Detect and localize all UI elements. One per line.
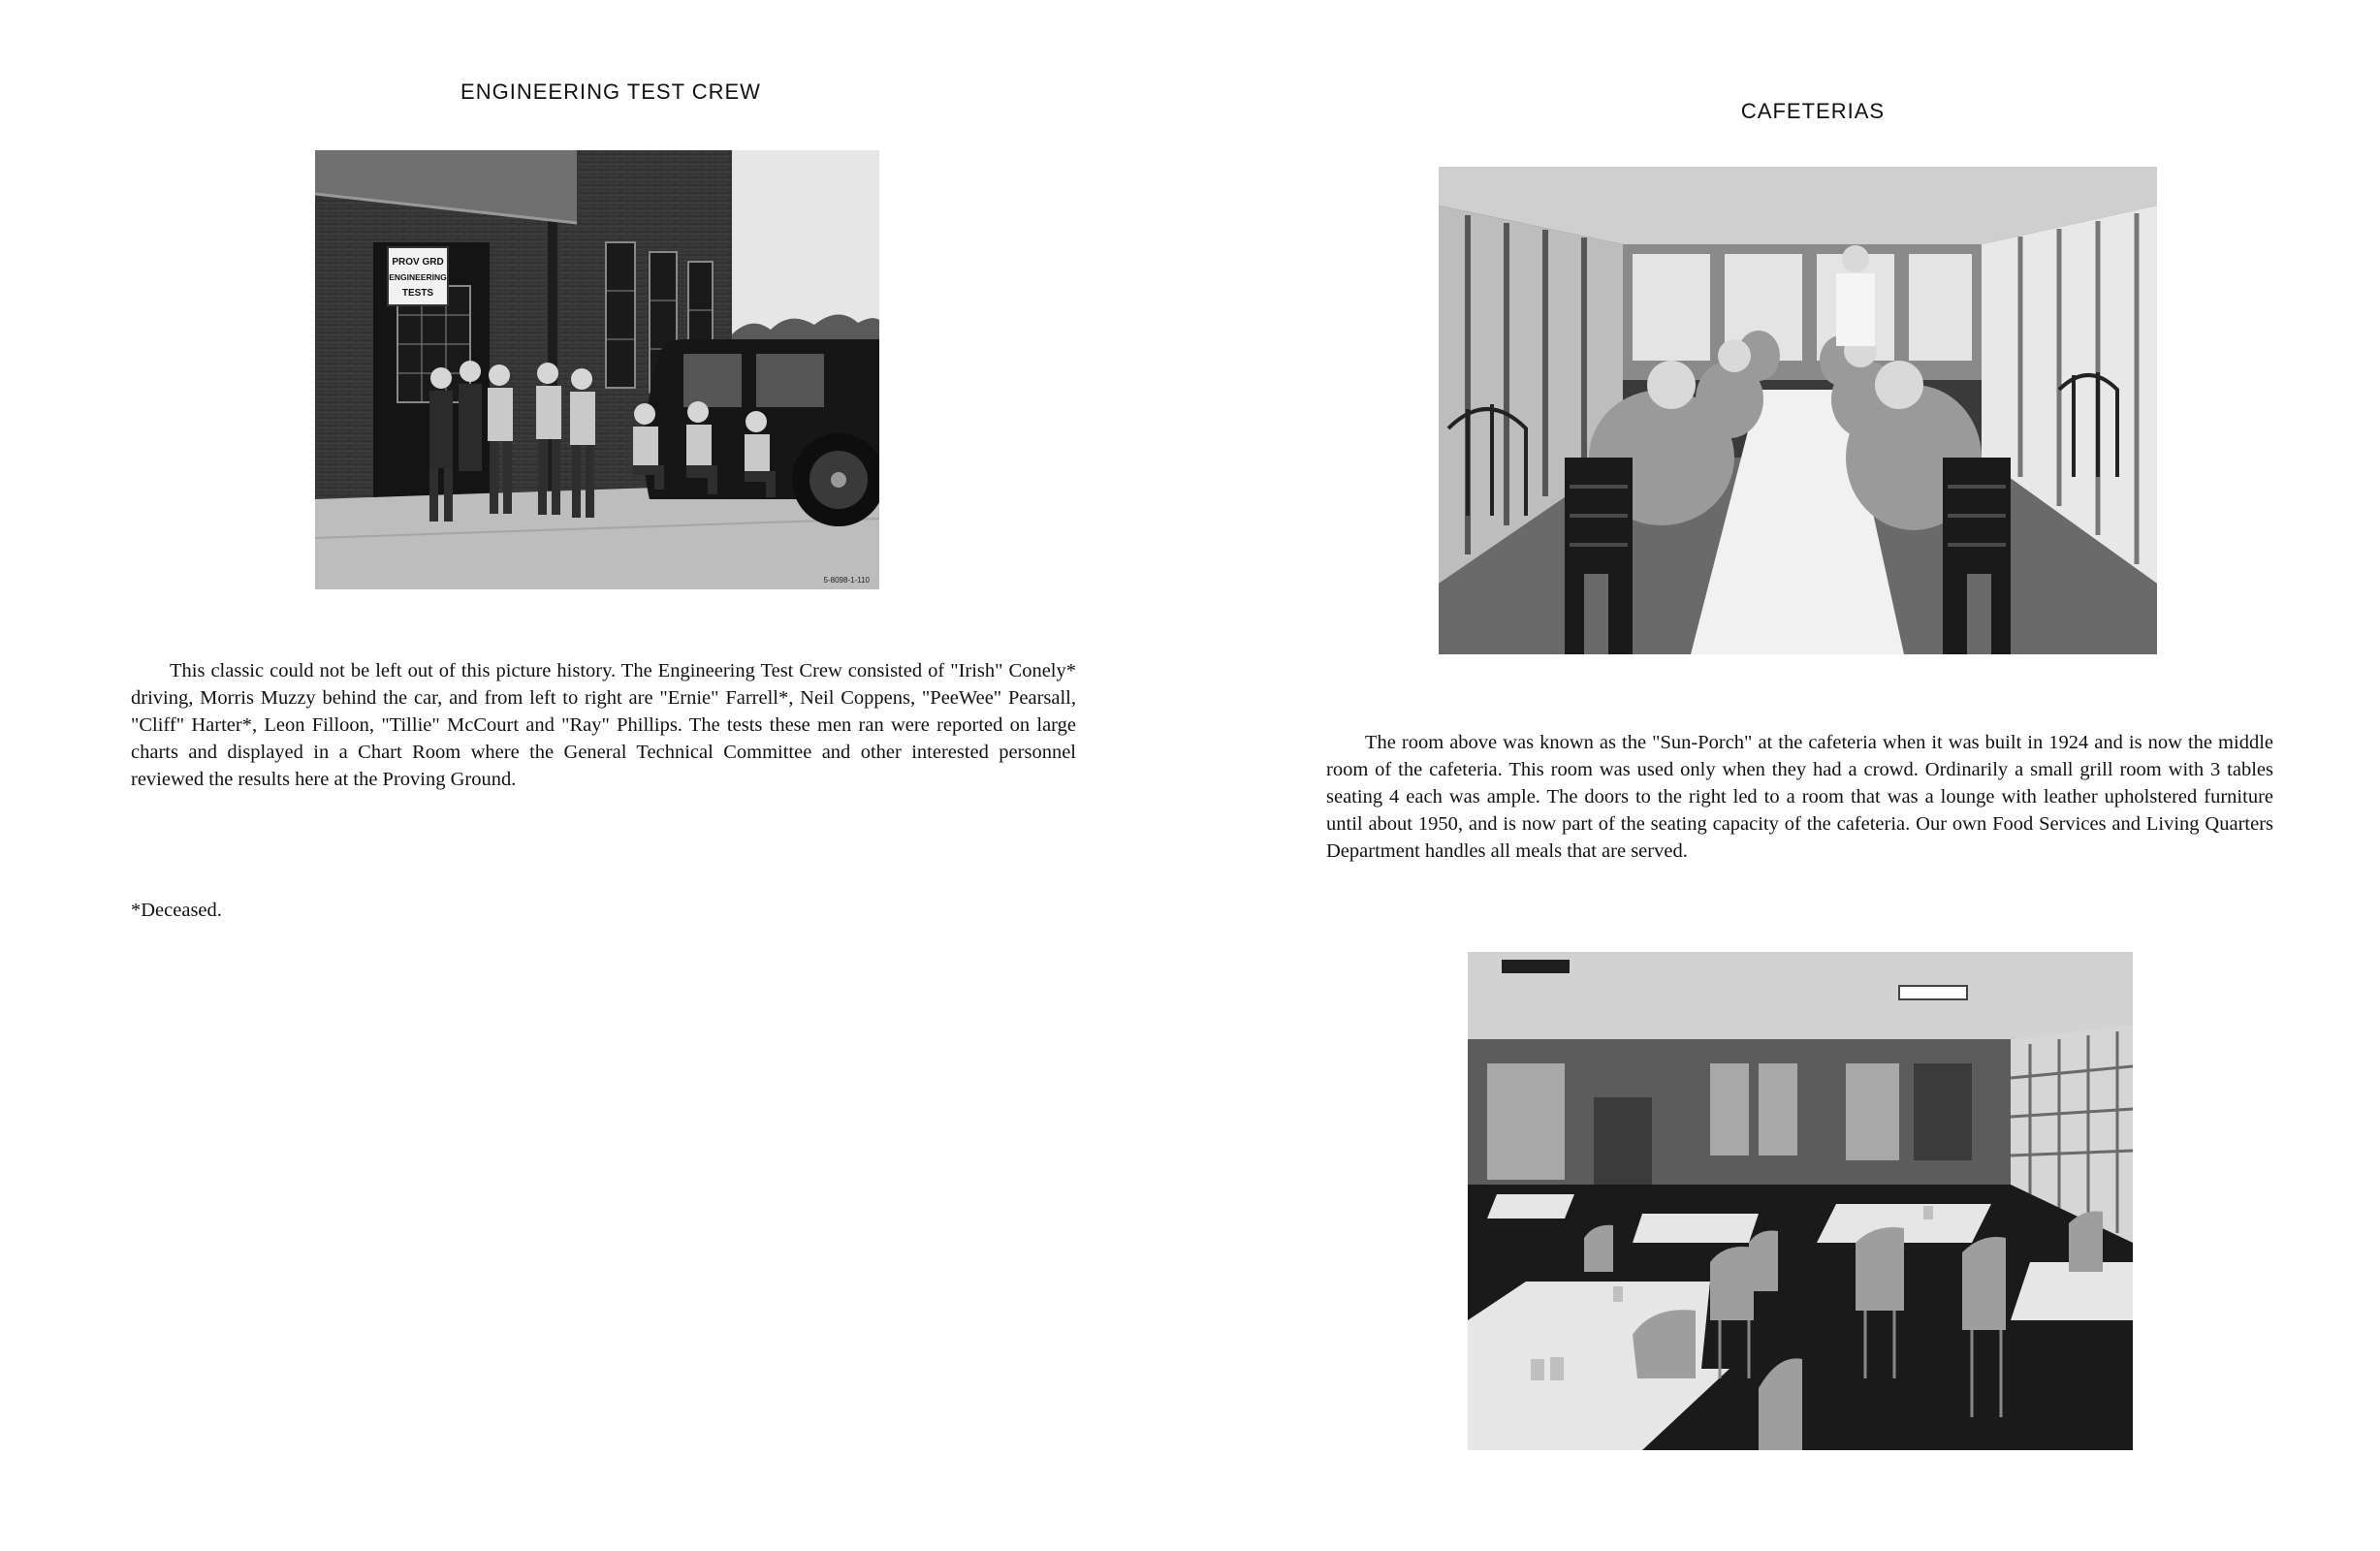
deceased-footnote: *Deceased.: [131, 900, 222, 921]
crew-photo-illustration: [315, 150, 879, 589]
sign-line-1: PROV GRD: [392, 257, 444, 268]
cafeteria-caption: The room above was known as the "Sun-Porch" at the cafeteria when it was built in 1924 and is now the middle room of the cafeteria. This room was used only when they had a crowd. Ordinarily a small grill room with 3 tables seating 4 each was ample. The doors to the right led to a room that was a lounge with leather upholstered furniture until about 1950, and is now part of the seating capacity of the cafeteria. Our own Food Services and Living Quarters Department handles all meals that are served.: [1326, 732, 2273, 862]
sun-porch-illustration: [1439, 167, 2157, 654]
negative-number-label: 5-8098-1-110: [823, 576, 870, 585]
sign-line-3: TESTS: [401, 288, 434, 299]
page-title-engineering-test-crew: ENGINEERING TEST CREW: [460, 79, 761, 104]
engineering-test-crew-photo: [315, 150, 879, 589]
sign-line-2: ENGINEERING: [389, 272, 447, 282]
page-title-cafeterias: CAFETERIAS: [1740, 99, 1886, 123]
engineering-crew-caption: This classic could not be left out of this picture history. The Engineering Test Crew consisted of "Irish" Conely* driving, Morris Muzzy behind the car, and from left to right are "Ernie" Farrell*, Neil Coppens, "PeeWee" Pearsall, "Cliff" Harter*, Leon Filloon, "Tillie" McCourt and "Ray" Phillips. The tests these men ran were reported on large charts and displayed in a Chart Room where the General Technical Committee and other interested personnel reviewed the results here at the Proving Ground.: [131, 660, 1076, 790]
sun-porch-photo: [1439, 167, 2157, 654]
cafeteria-dining-room-photo: [1468, 952, 2133, 1450]
dining-room-illustration: [1468, 952, 2133, 1450]
